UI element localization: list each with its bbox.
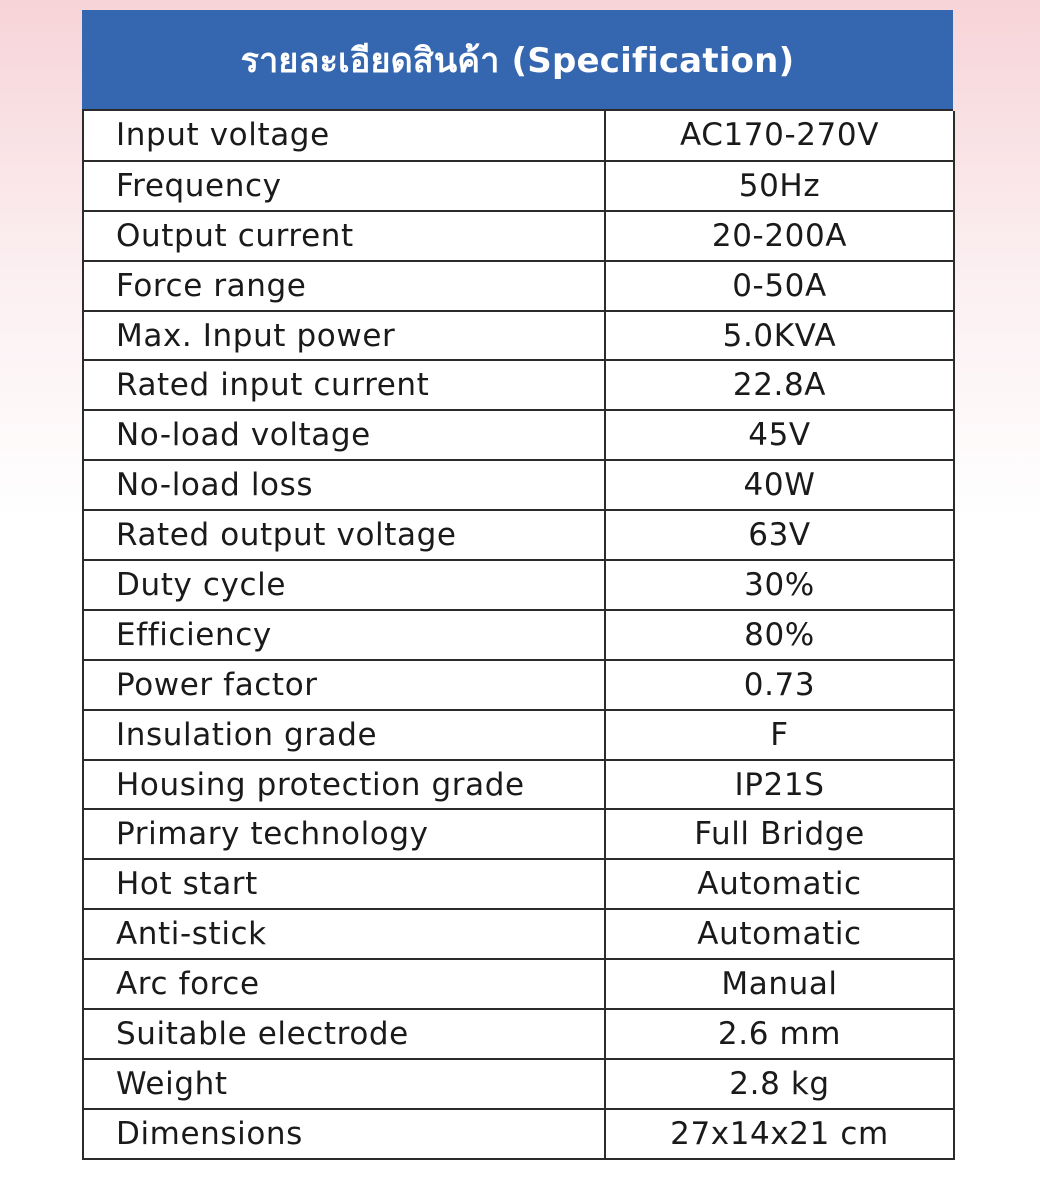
spec-sheet	[82, 10, 953, 1160]
spec-label: Power factor	[83, 660, 605, 710]
spec-value: 50Hz	[605, 161, 954, 211]
table-row	[83, 760, 954, 810]
spec-label: Input voltage	[83, 111, 605, 161]
spec-label: Rated output voltage	[83, 510, 605, 560]
spec-label: Rated input current	[83, 360, 605, 410]
spec-value: 27x14x21 cm	[605, 1109, 954, 1159]
table-row	[83, 859, 954, 909]
spec-label: Housing protection grade	[83, 760, 605, 810]
spec-value: 2.8 kg	[605, 1059, 954, 1109]
table-row	[83, 710, 954, 760]
table-row	[83, 1109, 954, 1159]
spec-value: 80%	[605, 610, 954, 660]
spec-label: No-load voltage	[83, 410, 605, 460]
spec-value: 40W	[605, 460, 954, 510]
table-row	[83, 410, 954, 460]
spec-value: 0-50A	[605, 261, 954, 311]
table-row	[83, 311, 954, 361]
spec-label: Insulation grade	[83, 710, 605, 760]
spec-header	[82, 10, 953, 111]
spec-value: 45V	[605, 410, 954, 460]
spec-value: AC170-270V	[605, 111, 954, 161]
spec-value: Full Bridge	[605, 809, 954, 859]
table-row	[83, 261, 954, 311]
table-row	[83, 560, 954, 610]
spec-label: Max. Input power	[83, 311, 605, 361]
spec-value: Manual	[605, 959, 954, 1009]
table-row	[83, 909, 954, 959]
spec-label: Arc force	[83, 959, 605, 1009]
table-row	[83, 111, 954, 161]
table-row	[83, 360, 954, 410]
spec-label: No-load loss	[83, 460, 605, 510]
table-row	[83, 1059, 954, 1109]
spec-title: รายละเอียดสินค้า (Specification)	[240, 40, 795, 81]
spec-table	[82, 111, 955, 1160]
spec-label: Weight	[83, 1059, 605, 1109]
spec-label: Output current	[83, 211, 605, 261]
spec-label: Dimensions	[83, 1109, 605, 1159]
table-row	[83, 809, 954, 859]
spec-value: F	[605, 710, 954, 760]
table-row	[83, 161, 954, 211]
table-row	[83, 460, 954, 510]
table-row	[83, 959, 954, 1009]
table-row	[83, 211, 954, 261]
spec-value: 22.8A	[605, 360, 954, 410]
spec-label: Hot start	[83, 859, 605, 909]
spec-label: Anti-stick	[83, 909, 605, 959]
spec-value: 2.6 mm	[605, 1009, 954, 1059]
spec-label: Suitable electrode	[83, 1009, 605, 1059]
spec-label: Primary technology	[83, 809, 605, 859]
spec-value: IP21S	[605, 760, 954, 810]
spec-label: Force range	[83, 261, 605, 311]
table-row	[83, 610, 954, 660]
spec-value: 5.0KVA	[605, 311, 954, 361]
spec-table-body	[83, 111, 954, 1159]
table-row	[83, 660, 954, 710]
spec-value: 0.73	[605, 660, 954, 710]
spec-label: Frequency	[83, 161, 605, 211]
spec-label: Efficiency	[83, 610, 605, 660]
table-row	[83, 510, 954, 560]
spec-value: Automatic	[605, 909, 954, 959]
spec-value: 30%	[605, 560, 954, 610]
spec-label: Duty cycle	[83, 560, 605, 610]
spec-value: Automatic	[605, 859, 954, 909]
spec-value: 20-200A	[605, 211, 954, 261]
table-row	[83, 1009, 954, 1059]
spec-value: 63V	[605, 510, 954, 560]
